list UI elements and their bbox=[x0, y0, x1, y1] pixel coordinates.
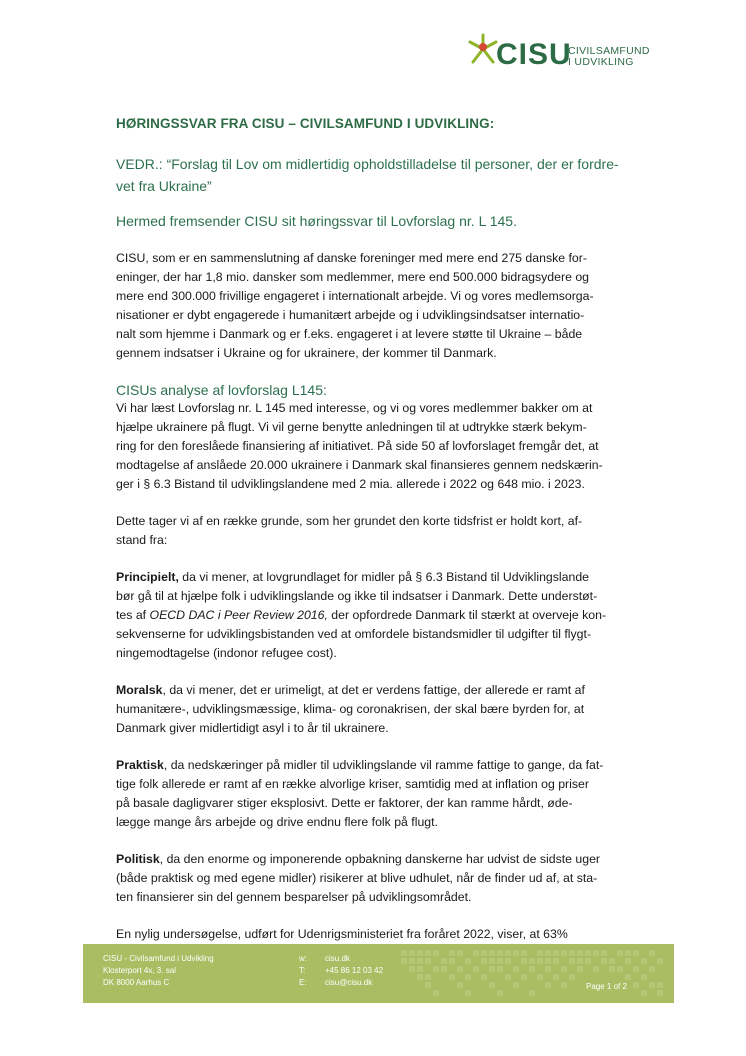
politisk-text: , da den enorme og imponerende opbakning danskerne har udvist de sidste uger (både praktisk og med egene midler) risikerer at blive udhulet, når de finder ud af, at sta- ten finansierer sin del gennem besparelser på udviklingsområdet. bbox=[116, 852, 601, 904]
principielt-text-a: da vi mener, at lovgrundlaget for midler på § 6.3 Bistand til Udviklingslande bør gå til at hjælpe folk i udviklingslande og ikke til indsatser i Danmark. Dette understøt- tes af bbox=[116, 570, 598, 622]
document-subtitle bbox=[116, 153, 646, 197]
footer-web-link[interactable]: cisu.dk bbox=[325, 954, 350, 963]
logo-subtitle bbox=[568, 46, 650, 68]
footer-address bbox=[103, 953, 214, 989]
principielt-label: Principielt, bbox=[116, 570, 179, 584]
footer-address1: Klosterport 4x, 3. sal bbox=[103, 966, 176, 975]
paragraph-principielt bbox=[116, 568, 646, 663]
footer-phone-row bbox=[299, 965, 383, 977]
paragraph-praktisk bbox=[116, 756, 646, 832]
document-body bbox=[116, 116, 646, 962]
footer-contact bbox=[299, 953, 383, 989]
footer-email-link[interactable]: cisu@cisu.dk bbox=[325, 978, 373, 987]
logo-wordmark: CISU bbox=[496, 38, 572, 71]
paragraph-reasons bbox=[116, 512, 646, 550]
footer-org: CISU - Civilsamfund i Udvikling bbox=[103, 954, 214, 963]
paragraph-reasons-text: Dette tager vi af en række grunde, som her grundet den korte tidsfrist er holdt kort, af- stand fra: bbox=[116, 514, 583, 547]
intro-line: Hermed fremsender CISU sit høringssvar til Lovforslag nr. L 145. bbox=[116, 213, 517, 229]
footer-bar bbox=[83, 944, 674, 1003]
footer-phone-label: T: bbox=[299, 966, 306, 975]
subtitle-line2: vet fra Ukraine” bbox=[116, 178, 212, 194]
subtitle-line1: VEDR.: “Forslag til Lov om midlertidig opholdstilladelse til personer, der er fordre- bbox=[116, 156, 619, 172]
cisu-logo bbox=[466, 30, 656, 80]
logo-subtitle-line2: I UDVIKLING bbox=[568, 56, 634, 68]
politisk-label: Politisk bbox=[116, 852, 160, 866]
logo-subtitle-line1: CIVILSAMFUND bbox=[568, 45, 650, 57]
paragraph-politisk bbox=[116, 850, 646, 907]
praktisk-label: Praktisk bbox=[116, 758, 164, 772]
star-logo-icon bbox=[466, 32, 500, 66]
footer-web-row bbox=[299, 953, 383, 965]
paragraph-analysis-text: Vi har læst Lovforslag nr. L 145 med interesse, og vi og vores medlemmer bakker om at hjælpe ukrainere på flugt. Vi vil gerne benytte anledningen til at udtrykke stærk bekym- ring for den foreslåede finansiering af initiativet. På side 50 af lovforslaget fremgår det, at modtagelse af anslåede 20.000 ukrainere i Danmark skal finansieres gennem nedskærin- ger i § 6.3 Bistand til udviklingslandene med 2 mia. allerede i 2022 og 648 mio. i 2023. bbox=[116, 401, 603, 491]
principielt-text-b: der opfordrede Danmark til stærkt at overveje kon- sekvenserne for udviklingsbistanden ved at omfordele bistandsmidler til udgifter til flygt- ningemodtagelse (indonor refugee cost). bbox=[116, 608, 607, 660]
paragraph-about-cisu bbox=[116, 249, 646, 363]
footer-email-label: E: bbox=[299, 978, 307, 987]
document-title: HØRINGSSVAR FRA CISU – CIVILSAMFUND I UDVIKLING: bbox=[116, 116, 495, 131]
paragraph-analysis bbox=[116, 399, 646, 494]
footer-email-row bbox=[299, 977, 383, 989]
page-number: Page 1 of 2 bbox=[586, 982, 627, 991]
principielt-italic: OECD DAC i Peer Review 2016, bbox=[149, 608, 328, 622]
footer-web-label: w: bbox=[299, 954, 307, 963]
paragraph-last-line: En nylig undersøgelse, udført for Udenrigsministeriet fra foråret 2022, viser, at 63% bbox=[116, 927, 568, 941]
paragraph-about-cisu-text: CISU, som er en sammenslutning af danske foreninger med mere end 275 danske for- eninger, der har 1,8 mio. dansker som medlemmer, mere end 500.000 bidragsydere og mere end 300.000 frivillige engageret i internationalt arbejde. Vi og vores medlemsorga- nisationer er dybt engagerede i humanitært arbejde og i udviklingsindsatser internatio- nalt som hjemme i Danmark og er f.eks. engageret i at levere støtte til Ukraine – både gennem indsatser i Ukraine og for ukrainere, der kommer til Danmark. bbox=[116, 251, 594, 360]
moralsk-text: , da vi mener, det er urimeligt, at det er verdens fattige, der allerede er ramt af humanitære-, udviklingsmæssige, klima- og coronakrisen, der skal bære byrden for, at Danmark giver midlertidigt asyl i to år til ukrainere. bbox=[116, 683, 585, 735]
footer-phone: +45 86 12 03 42 bbox=[325, 966, 384, 975]
paragraph-moralsk bbox=[116, 681, 646, 738]
praktisk-text: , da nedskæringer på midler til udviklingslande vil ramme fattige to gange, da fat- tige folk allerede er ramt af en række alvorlige kriser, samtidig med at inflation og priser på basale dagligvarer stiger eksplosivt. Dette er faktorer, der kan ramme hårdt, øde- lægge mange års arbejde og drive endnu flere folk på flugt. bbox=[116, 758, 604, 829]
section-heading: CISUs analyse af lovforslag L145: bbox=[116, 382, 327, 398]
footer-address2: DK 8000 Aarhus C bbox=[103, 978, 170, 987]
moralsk-label: Moralsk bbox=[116, 683, 163, 697]
